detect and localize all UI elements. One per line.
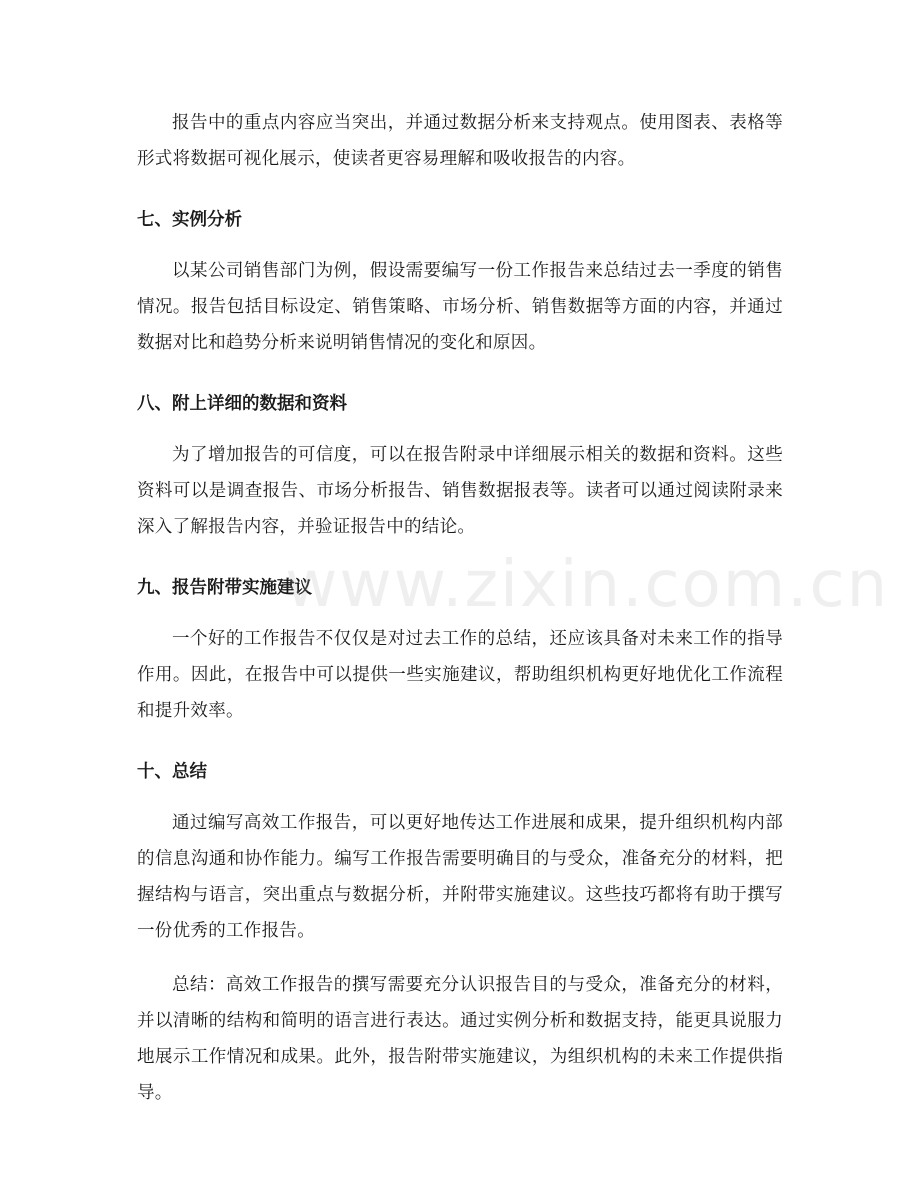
section-10-paragraph-2: 总结：高效工作报告的撰写需要充分认识报告目的与受众，准备充分的材料，并以清晰的结构和简明的语言进行表达。通过实例分析和数据支持，能更具说服力地展示工作情况和成果。此外，报告附带实施建议，为组织机构的未来工作提供指导。 [137, 975, 783, 1103]
watermark: www.zixin.com.cn [285, 548, 890, 622]
section-7-heading: 七、实例分析 [137, 210, 242, 230]
section-10-heading: 十、总结 [137, 762, 207, 782]
section-8-heading: 八、附上详细的数据和资料 [137, 394, 347, 414]
section-9-paragraph: 一个好的工作报告不仅仅是对过去工作的总结，还应该具备对未来工作的指导作用。因此，在报告中可以提供一些实施建议，帮助组织机构更好地优化工作流程和提升效率。 [137, 629, 783, 721]
section-9-heading: 九、报告附带实施建议 [137, 578, 312, 598]
section-10-paragraph-1: 通过编写高效工作报告，可以更好地传达工作进展和成果，提升组织机构内部的信息沟通和协作能力。编写工作报告需要明确目的与受众，准备充分的材料，把握结构与语言，突出重点与数据分析，并附带实施建议。这些技巧都将有助于撰写一份优秀的工作报告。 [137, 813, 783, 941]
section-8-paragraph: 为了增加报告的可信度，可以在报告附录中详细展示相关的数据和资料。这些资料可以是调查报告、市场分析报告、销售数据报表等。读者可以通过阅读附录来深入了解报告内容，并验证报告中的结论。 [137, 445, 783, 537]
intro-paragraph: 报告中的重点内容应当突出，并通过数据分析来支持观点。使用图表、表格等形式将数据可视化展示，使读者更容易理解和吸收报告的内容。 [137, 113, 783, 169]
section-7-paragraph: 以某公司销售部门为例，假设需要编写一份工作报告来总结过去一季度的销售情况。报告包括目标设定、销售策略、市场分析、销售数据等方面的内容，并通过数据对比和趋势分析来说明销售情况的变化和原因。 [137, 261, 783, 353]
